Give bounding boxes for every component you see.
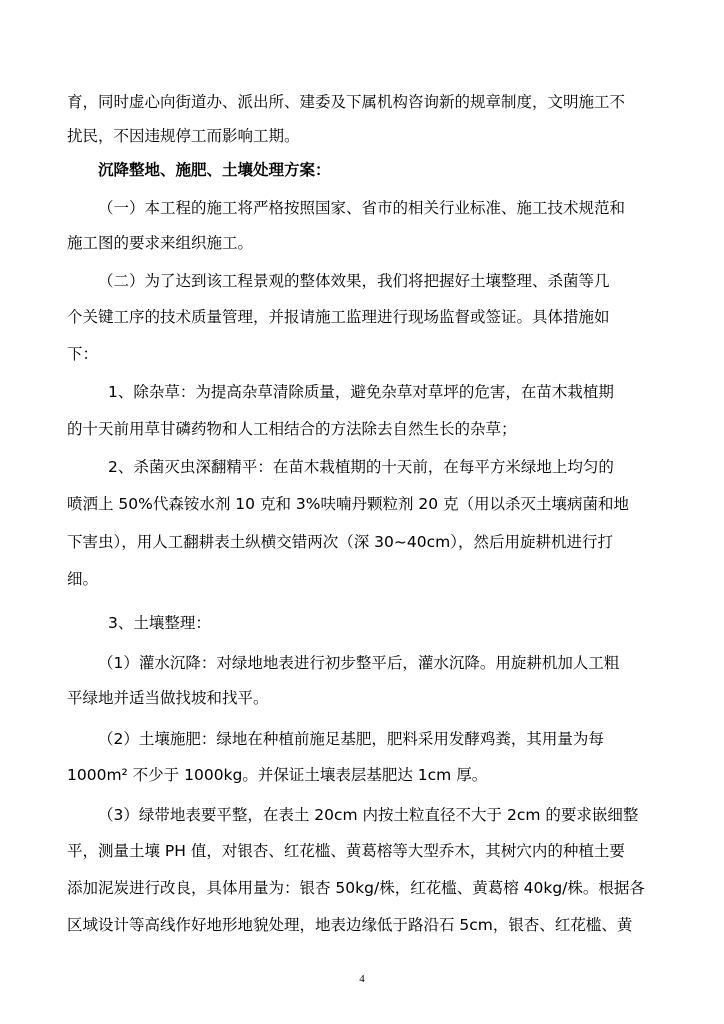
paragraph-line: 区域设计等高线作好地形地貌处理，地表边缘低于路沿石 5cm，银杏、红花槛、黄 — [67, 916, 633, 934]
paragraph-line: 喷洒上 50%代森铵水剂 10 克和 3%呋喃丹颗粒剂 20 克（用以杀灭土壤病菌和地 — [67, 495, 630, 513]
paragraph-line: （二）为了达到该工程景观的整体效果，我们将把握好土壤整理、杀菌等几 — [98, 272, 610, 290]
paragraph-line: 1000m² 不少于 1000kg。并保证土壤表层基肥达 1cm 厚。 — [67, 766, 488, 784]
list-item-line: 1、除杂草：为提高杂草清除质量，避免杂草对草坪的危害，在苗木栽植期 — [108, 383, 614, 401]
paragraph-line: 个关键工序的技术质量管理，并报请施工监理进行现场监督或签证。具体措施如 — [67, 308, 610, 326]
list-item-line: 2、杀菌灭虫深翻精平：在苗木栽植期的十天前，在每平方米绿地上均匀的 — [108, 458, 614, 476]
list-item-line: 3、土壤整理： — [108, 614, 211, 632]
paragraph-line: 添加泥炭进行改良，具体用量为：银杏 50kg/株，红花槛、黄葛榕 40kg/株。根据各 — [67, 879, 645, 897]
section-heading: 沉降整地、施肥、土壤处理方案： — [98, 161, 331, 179]
paragraph-line: 下害虫），用人工翻耕表土纵横交错两次（深 30~40cm），然后用旋耕机进行打 — [67, 533, 613, 551]
paragraph-line: 育，同时虚心向街道办、派出所、建委及下属机构咨询新的规章制度，文明施工不 — [67, 93, 626, 111]
page-number: 4 — [359, 973, 365, 985]
paragraph-line: （1）灌水沉降：对绿地地表进行初步整平后，灌水沉降。用旋耕机加人工粗 — [98, 654, 620, 672]
paragraph-line: 扰民，不因违规停工而影响工期。 — [67, 127, 300, 145]
paragraph-line: 平，测量土壤 PH 值，对银杏、红花槛、黄葛榕等大型乔木，其树穴内的种植土要 — [67, 842, 625, 860]
paragraph-line: （2）土壤施肥：绿地在种植前施足基肥，肥料采用发酵鸡粪，其用量为每 — [98, 730, 604, 748]
paragraph-line: 下： — [67, 345, 99, 363]
paragraph-line: （3）绿带地表要平整，在表土 20cm 内按土粒直径不大于 2cm 的要求嵌细整 — [98, 806, 639, 824]
paragraph-line: 平绿地并适当做找坡和找平。 — [67, 689, 269, 707]
paragraph-line: （一）本工程的施工将严格按照国家、省市的相关行业标准、施工技术规范和 — [98, 199, 626, 217]
paragraph-line: 的十天前用草甘磷药物和人工相结合的方法除去自然生长的杂草； — [67, 420, 517, 438]
paragraph-line: 施工图的要求来组织施工。 — [67, 234, 254, 252]
paragraph-line: 细。 — [67, 570, 99, 588]
